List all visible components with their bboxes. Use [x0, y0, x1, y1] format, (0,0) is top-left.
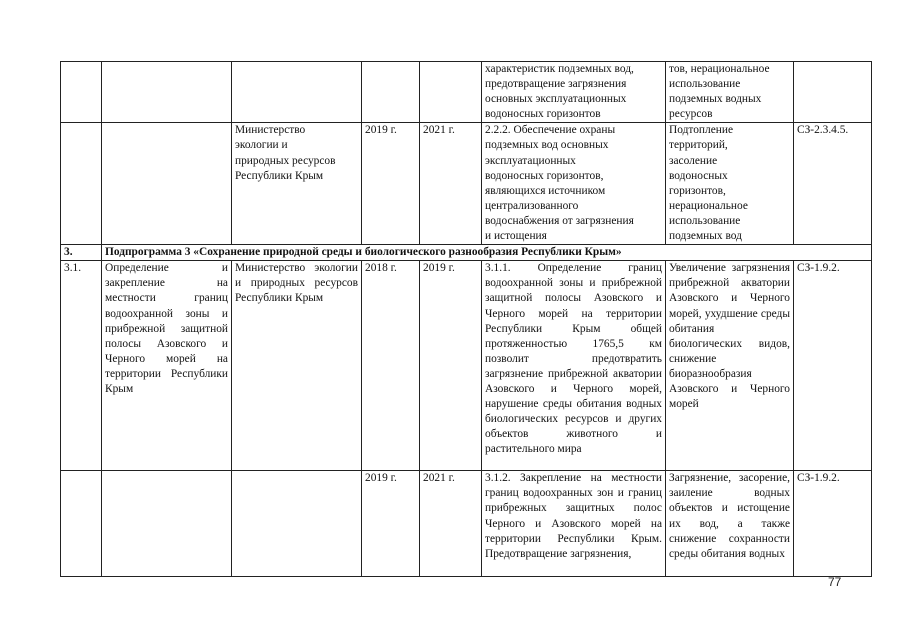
page-number: 77 [828, 575, 842, 589]
program-table [60, 61, 872, 577]
cell-indicator-code: СЗ-1.9.2. [794, 471, 872, 577]
table-row [61, 261, 872, 471]
cell-executor: Министерство экологии и природных ресурсов Республики Крым [232, 123, 362, 245]
cell-end-year [420, 62, 482, 123]
cell-indicator-code: СЗ-2.3.4.5. [794, 123, 872, 245]
cell-end-year: 2021 г. [420, 123, 482, 245]
cell-end-year: 2021 г. [420, 471, 482, 577]
cell-start-year [362, 62, 420, 123]
section-header-row [61, 245, 872, 261]
table-row [61, 62, 872, 123]
cell-executor: Министерство экологии и природных ресурсов Республики Крым [232, 261, 362, 471]
cell-measure-name [102, 62, 232, 123]
cell-expected-result: характеристик подземных вод, предотвращение загрязнения основных эксплуатационных водоносных горизонтов [482, 62, 666, 123]
cell-number [61, 123, 102, 245]
cell-start-year: 2019 г. [362, 471, 420, 577]
cell-expected-result: 3.1.2. Закрепление на местности границ водоохранных зон и границ прибрежных защитных полос Черного и Азовского морей на территории Республики Крым. Предотвращение загрязнения, [482, 471, 666, 577]
cell-executor [232, 471, 362, 577]
cell-consequences: Подтопление территорий, засоление водоносных горизонтов, нерациональное использование подземных вод [666, 123, 794, 245]
table-row [61, 123, 872, 245]
cell-consequences: Увеличение загрязнения прибрежной акватории Азовского и Черного морей, ухудшение среды обитания биологических видов, снижение биоразнообразия Азовского и Черного морей [666, 261, 794, 471]
cell-number [61, 62, 102, 123]
section-title: Подпрограмма 3 «Сохранение природной среды и биологического разнообразия Республики Крым» [102, 245, 872, 261]
cell-measure-name [102, 471, 232, 577]
cell-start-year: 2018 г. [362, 261, 420, 471]
section-number: 3. [61, 245, 102, 261]
cell-executor [232, 62, 362, 123]
cell-indicator-code [794, 62, 872, 123]
cell-number [61, 471, 102, 577]
cell-indicator-code: СЗ-1.9.2. [794, 261, 872, 471]
cell-expected-result: 3.1.1. Определение границ водоохранной зоны и прибрежной защитной полосы Азовского и Черного морей на территории Республики Крым общей протяженностью 1765,5 км позволит предотвратить загрязнение прибрежной акватории Азовского и Черного морей, нарушение среды обитания водных биологических ресурсов и других объектов животного и растительного мира [482, 261, 666, 471]
cell-start-year: 2019 г. [362, 123, 420, 245]
cell-expected-result: 2.2.2. Обеспечение охраны подземных вод основных эксплуатационных водоносных горизонтов, являющихся источником централизованного водоснабжения от загрязнения и истощения [482, 123, 666, 245]
cell-number: 3.1. [61, 261, 102, 471]
cell-consequences: Загрязнение, засорение, заиление водных объектов и истощение их вод, а также снижение сохранности среды обитания водных [666, 471, 794, 577]
table-row [61, 471, 872, 577]
cell-end-year: 2019 г. [420, 261, 482, 471]
cell-consequences: тов, нерациональное использование подземных водных ресурсов [666, 62, 794, 123]
cell-measure-name [102, 123, 232, 245]
cell-measure-name: Определение и закрепление на местности границ водоохранной зоны и прибрежной защитной полосы Азовского и Черного морей на территории Республики Крым [102, 261, 232, 471]
